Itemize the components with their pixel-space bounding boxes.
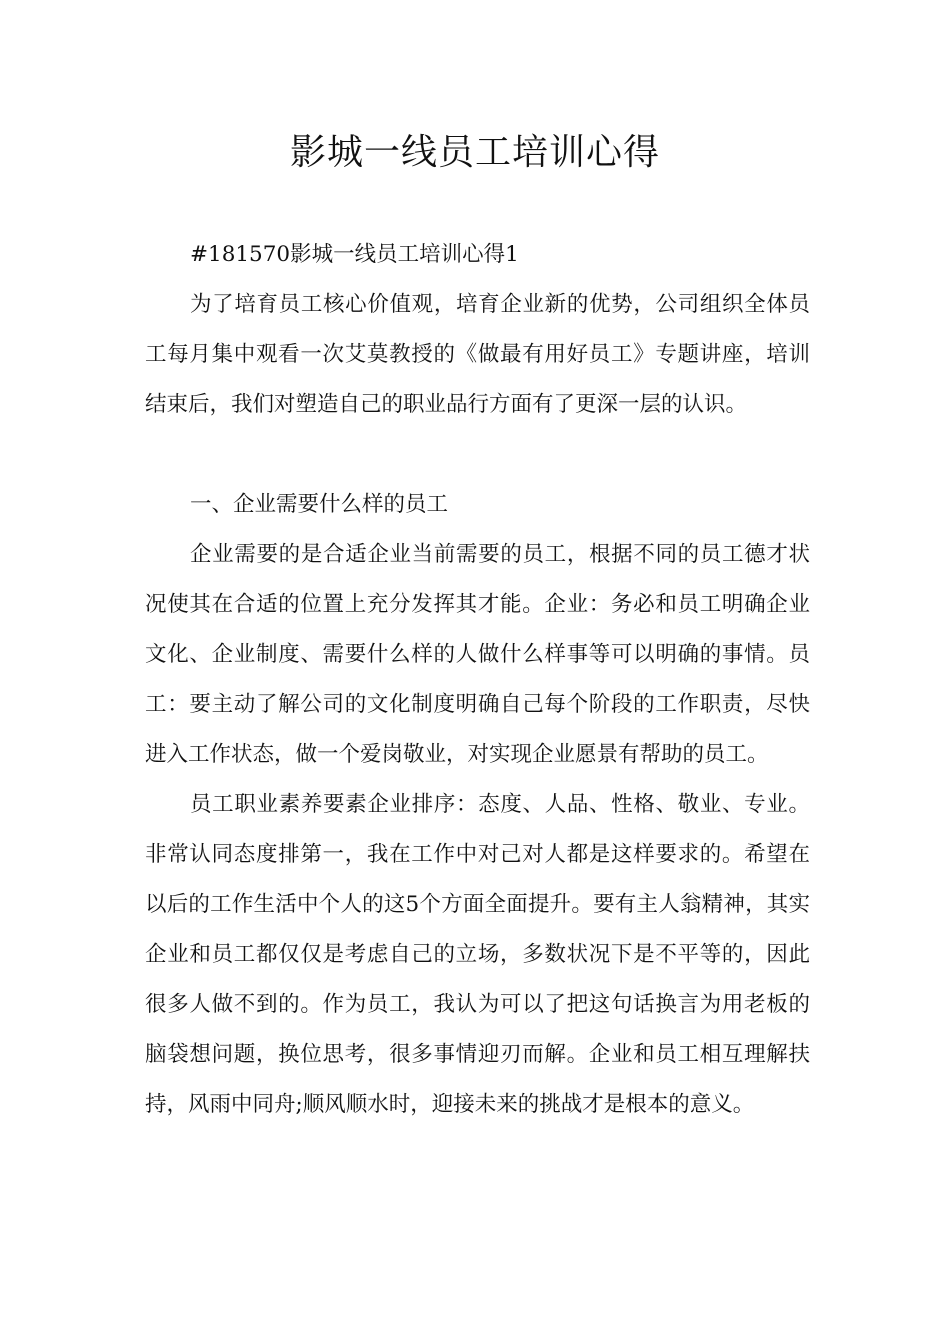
intro-paragraph: 为了培育员工核心价值观，培育企业新的优势，公司组织全体员工每月集中观看一次艾莫教授的《做最有用好员工》专题讲座，培训结束后，我们对塑造自己的职业品行方面有了更深一层的认识。 — [145, 292, 810, 417]
document-title: 影城一线员工培训心得 — [289, 132, 660, 173]
section-heading: 一、企业需要什么样的员工 — [190, 492, 449, 517]
body-paragraph: 员工职业素养要素企业排序：态度、人品、性格、敬业、专业。非常认同态度排第一，我在工作中对己对人都是这样要求的。希望在以后的工作生活中个人的这5个方面全面提升。要有主人翁精神，其实企业和员工都仅仅是考虑自己的立场，多数状况下是不平等的，因此很多人做不到的。作为员工，我认为可以了把这句话换言为用老板的脑袋想问题，换位思考，很多事情迎刃而解。企业和员工相互理解扶持，风雨中同舟;顺风顺水时，迎接未来的挑战才是根本的意义。 — [145, 792, 810, 1117]
document-body — [145, 230, 810, 1130]
body-paragraph: 企业需要的是合适企业当前需要的员工，根据不同的员工德才状况使其在合适的位置上充分发挥其才能。企业：务必和员工明确企业文化、企业制度、需要什么样的人做什么样事等可以明确的事情。员工：要主动了解公司的文化制度明确自己每个阶段的工作职责，尽快进入工作状态，做一个爱岗敬业，对实现企业愿景有帮助的员工。 — [145, 542, 810, 767]
doc-id-line: #181570影城一线员工培训心得1 — [190, 242, 519, 267]
